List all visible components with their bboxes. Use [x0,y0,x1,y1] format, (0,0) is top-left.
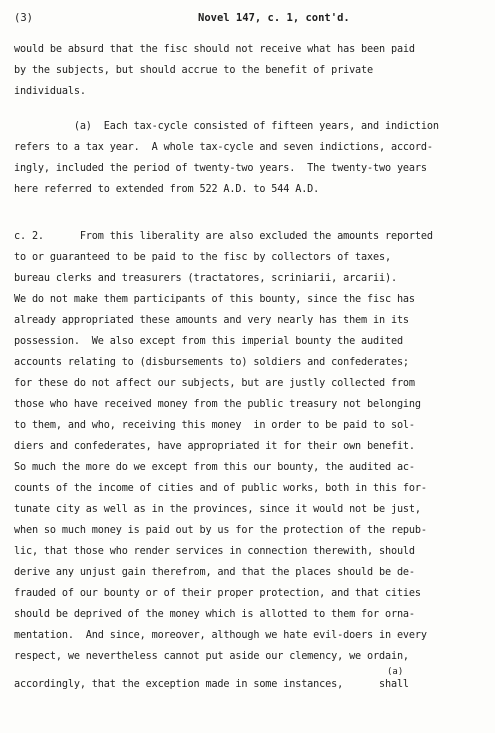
text-line: derive any unjust gain therefrom, and that the places should be de- [14,567,415,578]
text-line: So much the more do we except from this our bounty, the audited ac- [14,462,415,473]
text-line: to them, and who, receiving this money in order to be paid to sol- [14,420,415,431]
text-line: refers to a tax year. A whole tax-cycle and seven indictions, accord- [14,142,433,153]
text-line: ingly, included the period of twenty-two years. The twenty-two years [14,163,427,174]
text-line: by the subjects, but should accrue to the benefit of private [14,65,374,76]
text-line: for these do not affect our subjects, but are justly collected from [14,378,415,389]
text-line: diers and confederates, have appropriated it for their own benefit. [14,441,415,452]
text-line: frauded of our bounty or of their proper protection, and that cities [14,588,421,599]
text-line: (a) Each tax-cycle consisted of fifteen years, and indiction [14,121,439,132]
running-title: Novel 147, c. 1, cont'd. [198,12,350,24]
footnote-marker: (a) [387,667,404,677]
page-header [14,12,484,28]
text-line: to or guaranteed to be paid to the fisc by collectors of taxes, [14,252,391,263]
text-line: mentation. And since, moreover, although we hate evil-doers in every [14,630,427,641]
page-number: (3) [14,12,33,24]
text-line: those who have received money from the public treasury not belonging [14,399,421,410]
text-line: accordingly, that the exception made in some instances, shall [14,679,409,690]
text-line: tunate city as well as in the provinces, since it would not be just, [14,504,421,515]
text-line: c. 2. From this liberality are also excluded the amounts reported [14,231,433,242]
text-line: would be absurd that the fisc should not receive what has been paid [14,44,415,55]
text-line: already appropriated these amounts and very nearly has them in its [14,315,409,326]
text-line: bureau clerks and treasurers (tractatores, scriniarii, arcarii). [14,273,397,284]
text-line: possession. We also except from this imperial bounty the audited [14,336,403,347]
text-line: when so much money is paid out by us for the protection of the repub- [14,525,427,536]
text-line: lic, that those who render services in connection therewith, should [14,546,415,557]
text-line: here referred to extended from 522 A.D. to 544 A.D. [14,184,320,195]
text-line: accounts relating to (disbursements to) soldiers and confederates; [14,357,409,368]
text-line: counts of the income of cities and of public works, both in this for- [14,483,427,494]
text-line: respect, we nevertheless cannot put aside our clemency, we ordain, [14,651,409,662]
text-line: individuals. [14,86,86,97]
text-line: We do not make them participants of this bounty, since the fisc has [14,294,415,305]
text-line: should be deprived of the money which is allotted to them for orna- [14,609,415,620]
